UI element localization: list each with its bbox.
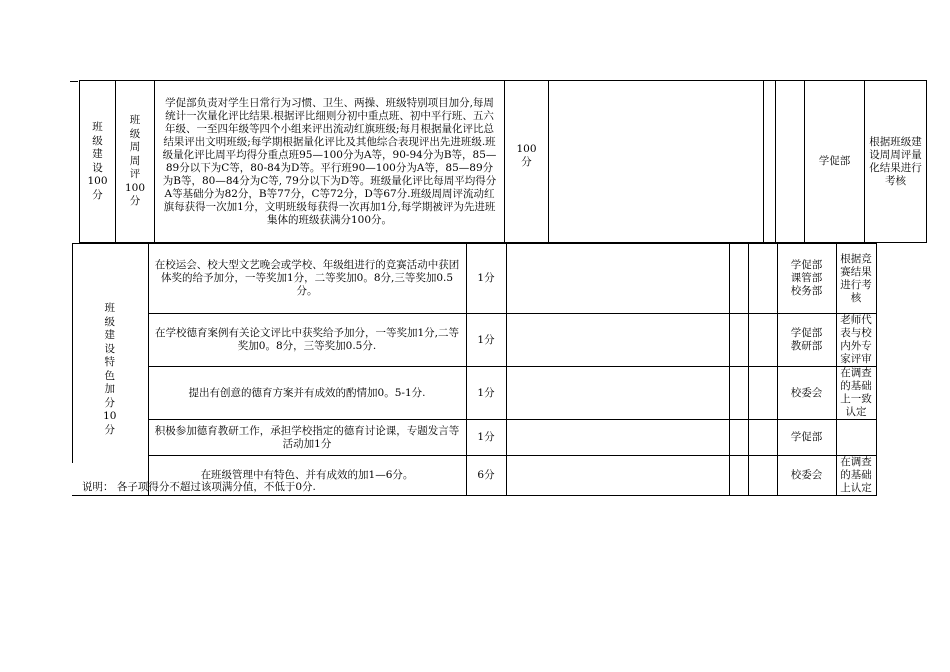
bonus-score-cell (466, 314, 506, 367)
bonus-method-cell (836, 420, 876, 456)
blank-cell (748, 244, 777, 314)
category-label: 班 级 建 设 100 分 (87, 121, 108, 201)
bonus-method-cell (836, 244, 876, 314)
blank-cell (776, 81, 805, 243)
subcategory-label: 班 级 周 周 评 100 分 (124, 114, 146, 208)
bonus-desc-cell (148, 367, 466, 420)
bonus-desc-text: 提出有创意的德育方案并有成效的酌情加0。5-1分. (188, 386, 426, 399)
score-cell (505, 81, 549, 243)
bonus-method-text: 在调查的基础上认定 (840, 456, 872, 494)
subcategory-cell (116, 81, 155, 243)
blank-cell (506, 244, 729, 314)
bonus-desc-cell (148, 314, 466, 367)
bonus-score-cell (466, 244, 506, 314)
table-corner-mark (70, 81, 78, 82)
table-left-border (72, 243, 73, 463)
bonus-dept-cell (777, 420, 836, 456)
bonus-score-cell (466, 367, 506, 420)
blank-cell (506, 314, 729, 367)
department-text: 学促部 (818, 155, 851, 167)
bonus-category-label: 班 级 建 设 特 色 加 分 10 分 (103, 302, 117, 436)
department-cell (805, 81, 865, 243)
bonus-score-cell (466, 420, 506, 456)
description-cell (155, 81, 505, 243)
bonus-dept-text: 学促部 课管部 校务部 (790, 259, 823, 297)
method-text: 根据班级建设周周评量化结果进行考核 (869, 135, 922, 187)
blank-cell (549, 81, 764, 243)
blank-cell (729, 367, 748, 420)
blank-cell (506, 367, 729, 420)
bonus-category-cell (72, 244, 148, 496)
bonus-score-value: 1分 (477, 431, 495, 443)
bonus-desc-cell (148, 244, 466, 314)
bonus-dept-cell (777, 244, 836, 314)
bonus-desc-text: 在学校德育案例有关论文评比中获奖给予加分，一等奖加1分,二等奖加0。8分，三等奖加0.5分. (154, 327, 460, 352)
bonus-dept-cell (777, 314, 836, 367)
bonus-dept-text: 学促部 教研部 (790, 327, 823, 352)
bonus-dept-text: 校委会 (790, 469, 823, 481)
bonus-desc-text: 在校运会、校大型文艺晚会或学校、年级组进行的竞赛活动中获团体奖的给予加分，一等奖加1分，二等奖加0。8分,三等奖加0.5分。 (154, 259, 460, 297)
blank-cell (729, 314, 748, 367)
bonus-score-cell (466, 456, 506, 496)
bonus-score-value: 1分 (477, 333, 495, 346)
blank-cell (729, 244, 748, 314)
bonus-dept-cell (777, 456, 836, 496)
footnote: 说明： 各子项得分不超过该项满分值，不低于0分. (82, 481, 316, 493)
bonus-method-text: 老师代表与校内外专家评审 (840, 314, 872, 365)
blank-cell (506, 456, 729, 496)
blank-cell (764, 81, 776, 243)
description-text: 学促部负责对学生日常行为习惯、卫生、两操、班级特别项目加分,每周统计一次量化评比结果.根据评比细则分初中重点班、初中平行班、五六年级、一至四年级等四个小组来评出流动红旗班级;每月根据量化评比总结果评出文明班级;每学期根据量化评比及其他综合表现评出先进班级.班级量化评比周平均得分重点班95—100分为A等，90-94分为B等，85—89分以下为C等，80-84为D等。平行班90—100分为A等，85—89分为B等，80—84分为C等, 79分以下为D等。班级量化评比每周平均得分A等基础分为82分，B等77分，C等72分，D等67分.班级周周评流动红旗每获得一次加1分，文明班级每获得一次再加1分,每学期被评为先进班集体的班级获满分100分。 (162, 96, 497, 226)
blank-cell (748, 456, 777, 496)
bonus-score-value: 1分 (477, 386, 495, 399)
bonus-method-text: 根据竞赛结果 进行考核 (840, 252, 872, 304)
bonus-method-text: 在调查的基础上一致认定 (840, 367, 872, 418)
bonus-method-cell (836, 314, 876, 367)
blank-cell (748, 367, 777, 420)
bonus-score-value: 1分 (477, 272, 495, 284)
bonus-dept-text: 校委会 (790, 386, 823, 399)
bonus-method-cell (836, 456, 876, 496)
score-value: 100 分 (516, 142, 537, 168)
blank-cell (729, 456, 748, 496)
blank-cell (748, 314, 777, 367)
bonus-desc-text: 在班级管理中有特色、并有成效的加1—6分。 (200, 469, 414, 481)
bonus-desc-text: 积极参加德育教研工作，承担学校指定的德育讨论课，专题发言等活动加1分 (154, 424, 460, 450)
bonus-score-value: 6分 (477, 469, 495, 481)
bonus-dept-cell (777, 367, 836, 420)
bonus-dept-text: 学促部 (790, 431, 823, 443)
class-weekly-evaluation-table (79, 80, 927, 243)
blank-cell (748, 420, 777, 456)
class-feature-bonus-table (72, 243, 877, 496)
bonus-method-cell (836, 367, 876, 420)
bonus-desc-cell (148, 420, 466, 456)
blank-cell (729, 420, 748, 456)
category-cell (80, 81, 116, 243)
method-cell (865, 81, 927, 243)
blank-cell (506, 420, 729, 456)
